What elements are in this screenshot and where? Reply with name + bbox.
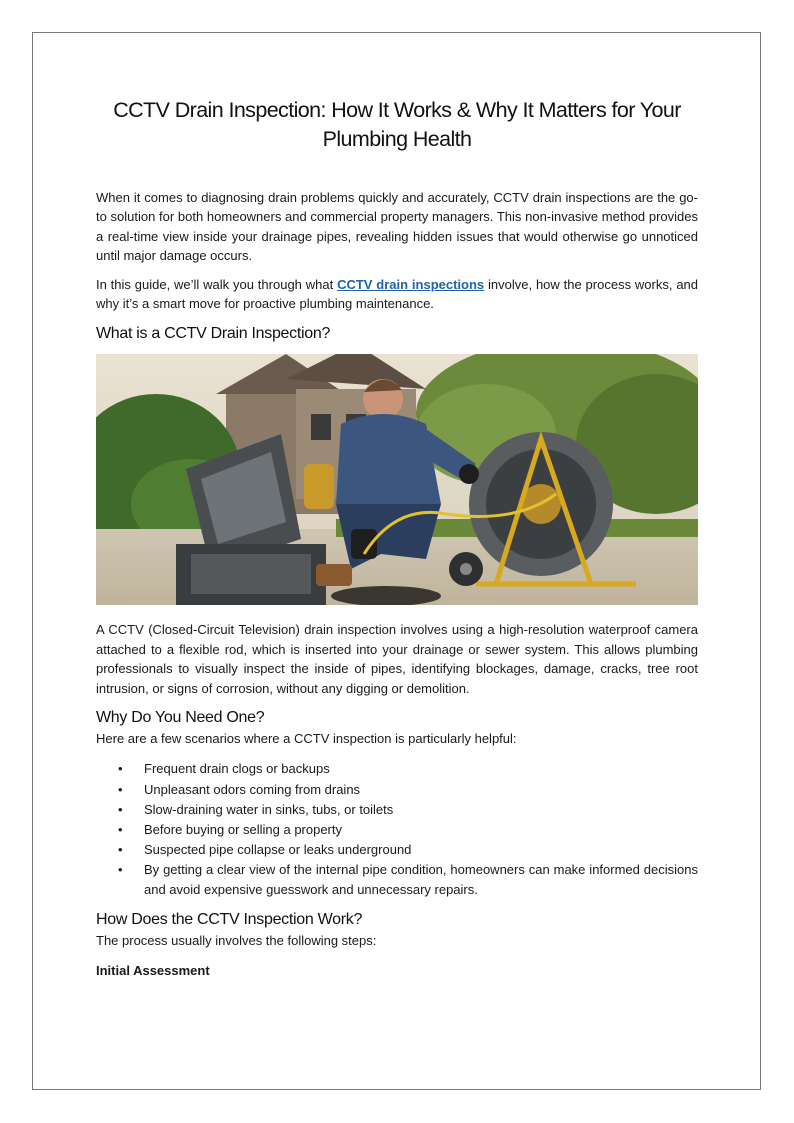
intro-paragraph: When it comes to diagnosing drain problems quickly and accurately, CCTV drain inspections are the go-to solution for both homeowners and commercial property managers. This non-invasive method provides a real-time view inside your drainage pipes, revealing hidden issues that would otherwise go unnoticed until major damage occurs.: [96, 190, 698, 264]
heading-why-need-one: Why Do You Need One?: [96, 709, 265, 727]
document-title: CCTV Drain Inspection: How It Works & Why It Matters for Your Plumbing Health: [113, 98, 681, 151]
bullet-icon: •: [118, 761, 123, 777]
cctv-inspection-photo: [96, 354, 698, 605]
bullet-icon: •: [118, 781, 123, 797]
bullet-icon: •: [118, 822, 123, 838]
list-item: • Unpleasant odors coming from drains: [96, 780, 698, 799]
bullet-icon: •: [118, 862, 123, 878]
heading-what-is-cctv: What is a CCTV Drain Inspection?: [96, 325, 331, 343]
how-lead-text: The process usually involves the following steps:: [96, 933, 377, 949]
why-lead-text: Here are a few scenarios where a CCTV inspection is particularly helpful:: [96, 731, 517, 747]
cctv-drain-inspections-link[interactable]: CCTV drain inspections: [337, 276, 485, 292]
list-item: • By getting a clear view of the internal pipe condition, homeowners can make informed decisions and avoid expensive guesswork and unnecessary repairs.: [118, 862, 698, 897]
document-body: [96, 96, 698, 980]
list-item: • Frequent drain clogs or backups: [96, 759, 698, 778]
bullet-icon: •: [118, 801, 123, 817]
step-initial-assessment: Initial Assessment: [96, 962, 210, 978]
scenario-list: [96, 759, 698, 899]
guide-text-before: In this guide, we’ll walk you through what: [96, 276, 338, 292]
list-item: • Before buying or selling a property: [96, 820, 698, 839]
guide-text-after: involve, how the process works, and why it’s a smart move for proactive plumbing maintenance.: [96, 276, 699, 312]
list-item: • Slow-draining water in sinks, tubs, or toilets: [96, 800, 698, 819]
heading-how-it-works: How Does the CCTV Inspection Work?: [96, 911, 363, 929]
list-item: • Suspected pipe collapse or leaks underground: [96, 840, 698, 859]
what-is-paragraph: A CCTV (Closed-Circuit Television) drain inspection involves using a high-resolution waterproof camera attached to a flexible rod, which is inserted into your drainage or sewer system. This allows plumbing professionals to visually inspect the inside of pipes, identifying blockages, damage, cracks, tree root intrusion, or signs of corrosion, without any digging or demolition.: [96, 622, 698, 696]
bullet-icon: •: [118, 842, 123, 858]
guide-paragraph: [96, 275, 698, 314]
